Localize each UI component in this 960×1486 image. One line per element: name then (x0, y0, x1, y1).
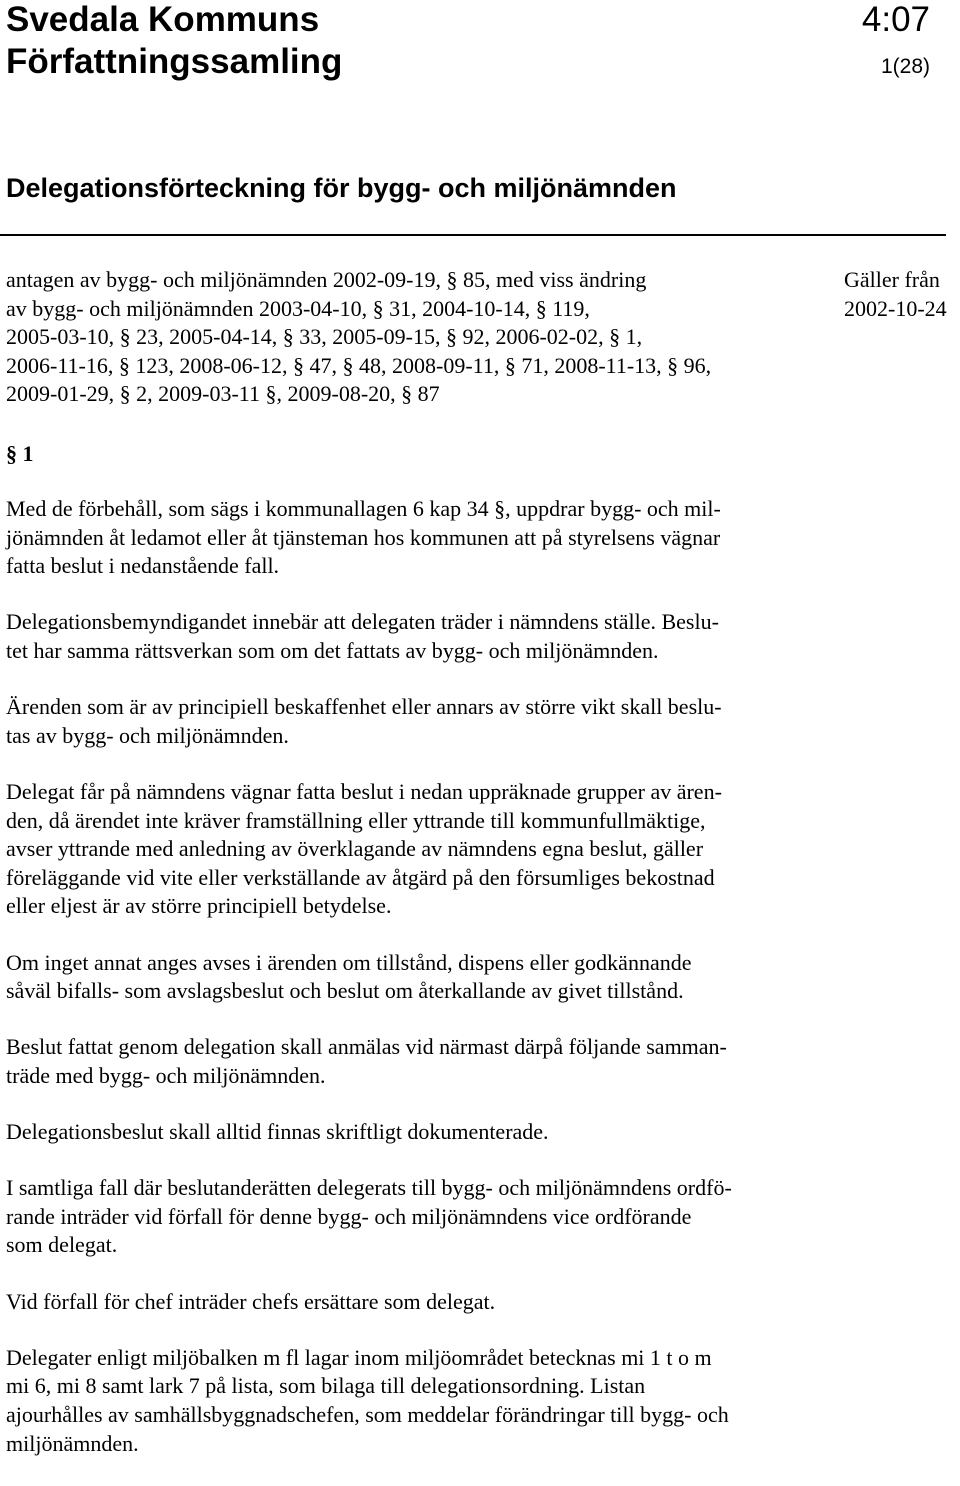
paragraph (6, 693, 818, 750)
text-line: föreläggande vid vite eller verkställande av åtgärd på den försumliges bekostnad (6, 864, 715, 890)
title-divider (0, 234, 946, 236)
paragraph (6, 495, 818, 581)
valid-from-label: Gäller från (844, 267, 940, 292)
text-line: Vid förfall för chef inträder chefs ersättare som delegat. (6, 1288, 496, 1314)
paragraph (6, 1118, 818, 1147)
text-line: tet har samma rättsverkan som om det fattats av bygg- och miljönämnden. (6, 637, 659, 663)
adoption-line: av bygg- och miljönämnden 2003-04-10, § 31, 2004-10-14, § 119, (6, 295, 590, 321)
paragraph (6, 1344, 818, 1458)
text-line: Om inget annat anges avses i ärenden om tillstånd, dispens eller godkännande (6, 949, 692, 975)
text-line: tas av bygg- och miljönämnden. (6, 722, 289, 748)
text-line: fatta beslut i nedanstående fall. (6, 553, 280, 579)
text-line: eller eljest är av större principiell betydelse. (6, 893, 392, 919)
paragraph (6, 608, 818, 665)
text-line: som delegat. (6, 1232, 118, 1258)
paragraph (6, 1288, 818, 1317)
adoption-line: 2006-11-16, § 123, 2008-06-12, § 47, § 48, 2008-09-11, § 71, 2008-11-13, § 96, (6, 352, 712, 378)
text-line: såväl bifalls- som avslagsbeslut och beslut om återkallande av givet tillstånd. (6, 978, 684, 1004)
paragraph (6, 949, 818, 1006)
text-line: jönämnden åt ledamot eller åt tjänsteman hos kommunen att på styrelsens vägnar (6, 524, 721, 550)
paragraph (6, 1033, 818, 1090)
paragraph (6, 778, 818, 921)
page-indicator: 1(28) (880, 55, 930, 78)
organization-name: Svedala Kommuns (6, 0, 320, 39)
text-line: den, då ärendet inte kräver framställning eller yttrande till kommunfullmäktige, (6, 807, 706, 833)
adoption-line: 2005-03-10, § 23, 2005-04-14, § 33, 2005-09-15, § 92, 2006-02-02, § 1, (6, 324, 643, 350)
adoption-history (6, 266, 826, 409)
collection-title: Författningssamling (6, 42, 343, 81)
text-line: Delegationsbeslut skall alltid finnas skriftligt dokumenterade. (6, 1119, 549, 1145)
text-line: träde med bygg- och miljönämnden. (6, 1062, 326, 1088)
text-line: mi 6, mi 8 samt lark 7 på lista, som bilaga till delegationsordning. Listan (6, 1373, 646, 1399)
text-line: avser yttrande med anledning av överklagande av nämndens egna beslut, gäller (6, 836, 704, 862)
adoption-line: antagen av bygg- och miljönämnden 2002-09-19, § 85, med viss ändring (6, 267, 647, 292)
section-heading: § 1 (6, 441, 34, 466)
paragraph (6, 1174, 818, 1260)
text-line: Ärenden som är av principiell beskaffenhet eller annars av större vikt skall beslu- (6, 694, 722, 720)
document-number: 4:07 (861, 0, 930, 39)
text-line: Med de förbehåll, som sägs i kommunallagen 6 kap 34 §, uppdrar bygg- och mil- (6, 496, 721, 521)
text-line: Delegat får på nämndens vägnar fatta beslut i nedan uppräknade grupper av ären- (6, 778, 722, 804)
text-line: ajourhålles av samhällsbyggnadschefen, som meddelar förändringar till bygg- och (6, 1402, 729, 1427)
section-body (6, 495, 818, 1486)
text-line: Delegater enligt miljöbalken m fl lagar inom miljöområdet betecknas mi 1 t o m (6, 1344, 712, 1370)
text-line: miljönämnden. (6, 1430, 139, 1456)
valid-from-date: 2002-10-24 (844, 296, 947, 321)
text-line: Delegationsbemyndigandet innebär att delegaten träder i nämndens ställe. Beslu- (6, 609, 719, 635)
text-line: Beslut fattat genom delegation skall anmälas vid närmast därpå följande samman- (6, 1034, 727, 1060)
adoption-line: 2009-01-29, § 2, 2009-03-11 §, 2009-08-20, § 87 (6, 381, 440, 407)
document-title: Delegationsförteckning för bygg- och miljönämnden (6, 173, 677, 203)
text-line: rande inträder vid förfall för denne bygg- och miljönämndens vice ordförande (6, 1203, 692, 1229)
text-line: I samtliga fall där beslutanderätten delegerats till bygg- och miljönämndens ordfö- (6, 1175, 732, 1201)
